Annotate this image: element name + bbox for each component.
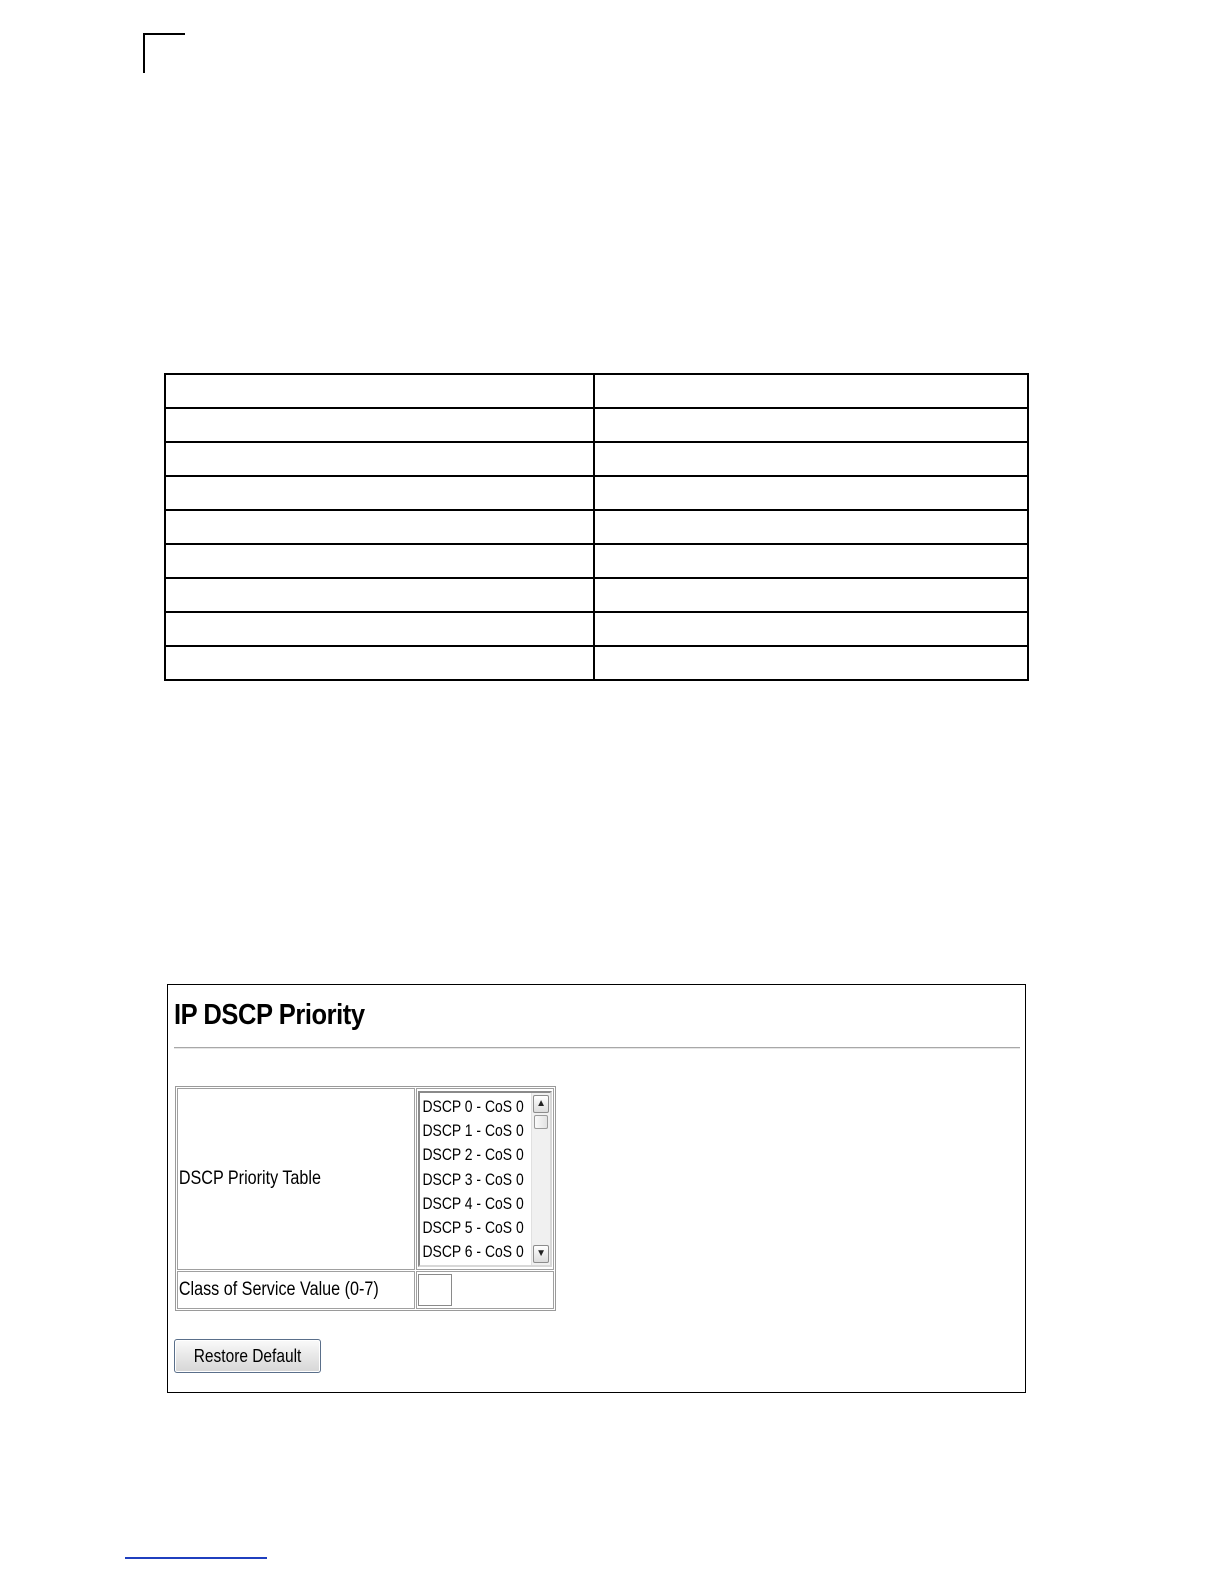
table-cell — [165, 442, 594, 476]
table-row — [165, 442, 1028, 476]
cos-input-cell — [416, 1271, 554, 1309]
table-row — [165, 510, 1028, 544]
table-cell — [594, 544, 1028, 578]
priority-table-label-cell — [177, 1088, 415, 1270]
table-row — [165, 374, 1028, 408]
crop-mark-horizontal — [143, 33, 185, 35]
priority-list-cell — [416, 1088, 554, 1270]
table-cell — [165, 408, 594, 442]
table-cell — [165, 476, 594, 510]
table-cell — [165, 374, 594, 408]
table-cell — [594, 646, 1028, 680]
table-cell — [165, 646, 594, 680]
table-cell — [594, 612, 1028, 646]
list-item[interactable]: DSCP 2 - CoS 0 — [422, 1145, 524, 1165]
listbox-scrollbar[interactable] — [531, 1093, 550, 1265]
dscp-priority-listbox[interactable] — [418, 1091, 552, 1267]
scroll-up-icon[interactable]: ▲ — [533, 1095, 549, 1113]
table-cell — [165, 578, 594, 612]
table-cell — [165, 544, 594, 578]
table-row — [165, 476, 1028, 510]
cos-value-row — [177, 1271, 554, 1309]
priority-table-row — [177, 1088, 554, 1270]
table-row — [165, 646, 1028, 680]
list-item[interactable]: DSCP 3 - CoS 0 — [422, 1169, 524, 1189]
priority-table-label: DSCP Priority Table — [178, 1168, 321, 1189]
list-item[interactable]: DSCP 4 - CoS 0 — [422, 1193, 524, 1213]
table-cell — [165, 510, 594, 544]
title-divider — [174, 1047, 1020, 1049]
cos-value-label: Class of Service Value (0-7) — [178, 1279, 379, 1300]
table-cell — [594, 510, 1028, 544]
table-cell — [594, 408, 1028, 442]
table-row — [165, 408, 1028, 442]
table-cell — [594, 476, 1028, 510]
restore-default-label: Restore Default — [193, 1345, 302, 1366]
table-cell — [594, 578, 1028, 612]
table-row — [165, 578, 1028, 612]
table-row — [165, 612, 1028, 646]
dscp-form-table — [175, 1086, 556, 1311]
table-cell — [594, 442, 1028, 476]
table-row — [165, 544, 1028, 578]
list-item[interactable]: DSCP 5 - CoS 0 — [422, 1217, 524, 1237]
list-item[interactable]: DSCP 1 - CoS 0 — [422, 1121, 524, 1141]
ip-dscp-priority-panel — [167, 984, 1026, 1393]
cos-label-cell — [177, 1271, 415, 1309]
mapping-table-body — [165, 374, 1028, 680]
cos-value-input[interactable] — [418, 1274, 452, 1306]
list-item[interactable]: DSCP 6 - CoS 0 — [422, 1242, 524, 1262]
scroll-thumb[interactable] — [534, 1115, 548, 1129]
list-item[interactable]: DSCP 0 - CoS 0 — [422, 1097, 524, 1116]
page-title: IP DSCP Priority — [174, 999, 365, 1031]
scroll-down-icon[interactable]: ▼ — [533, 1245, 549, 1263]
listbox-items — [420, 1095, 534, 1264]
table-cell — [165, 612, 594, 646]
table-cell — [594, 374, 1028, 408]
restore-default-button[interactable] — [174, 1339, 321, 1373]
crop-mark-vertical — [143, 33, 145, 73]
footer-rule — [125, 1557, 267, 1559]
mapping-table — [164, 373, 1029, 681]
